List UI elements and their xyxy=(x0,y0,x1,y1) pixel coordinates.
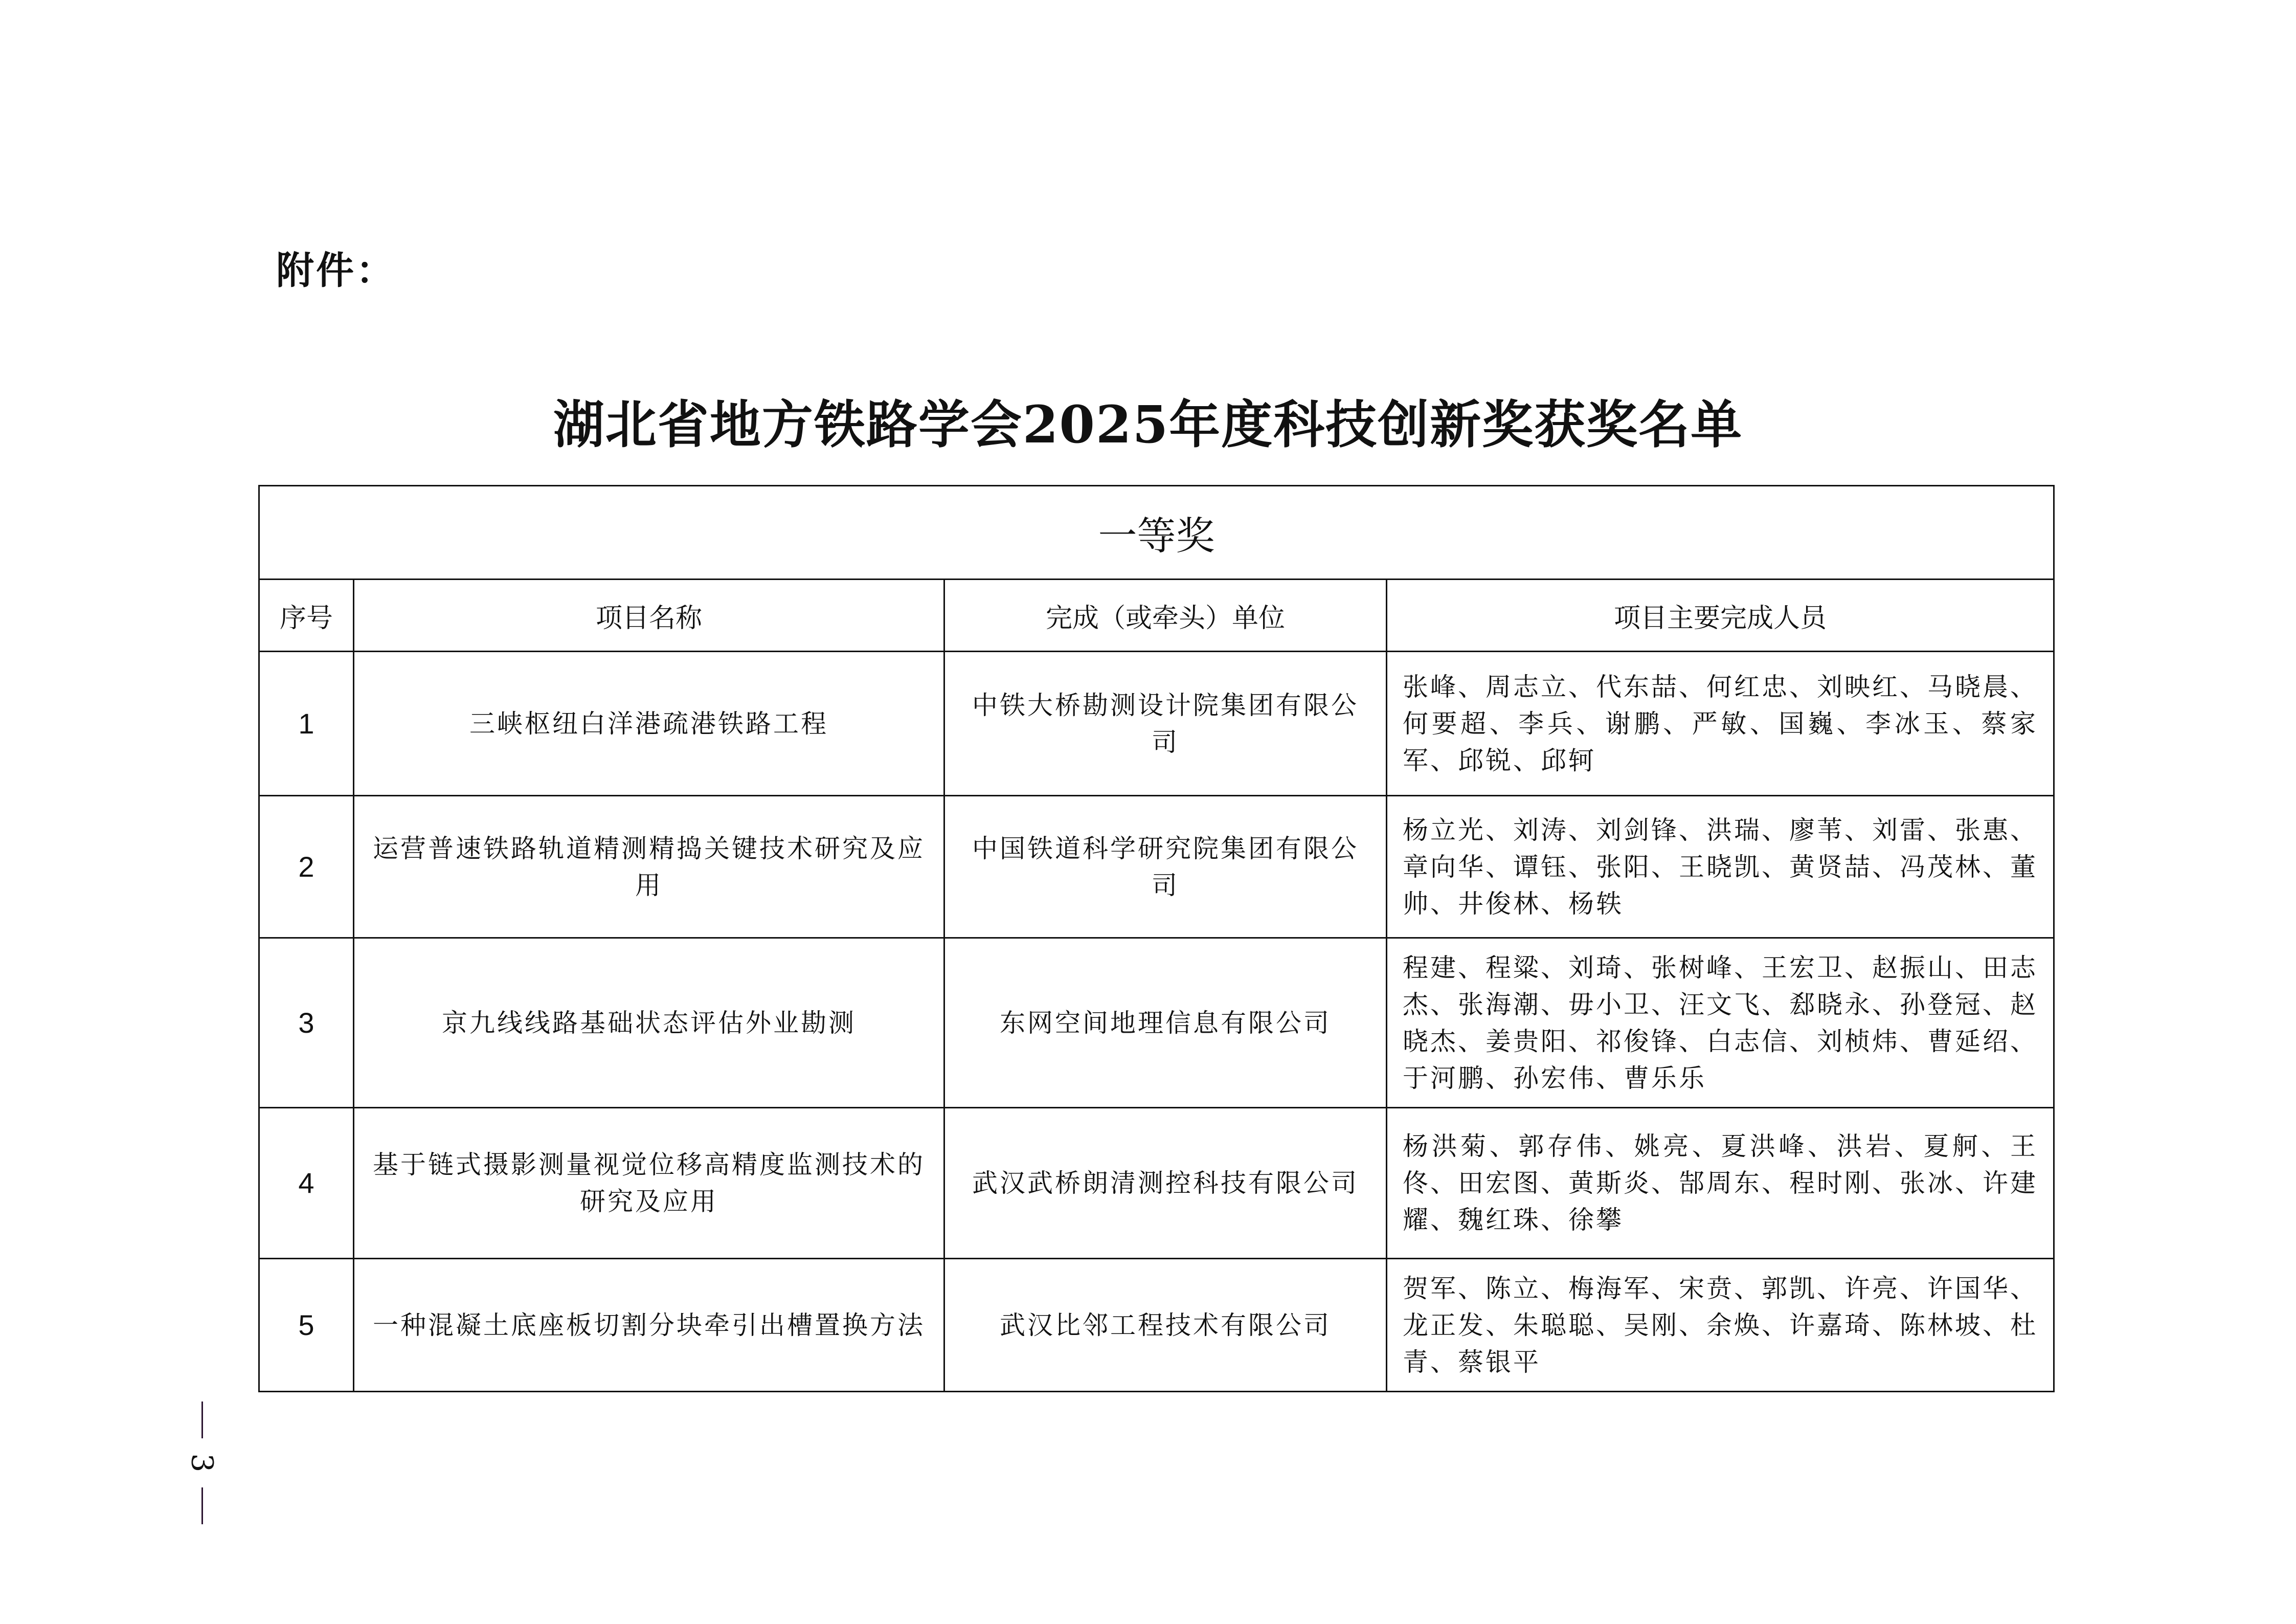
attachment-label: 附件： xyxy=(276,249,396,293)
row-project: 基于链式摄影测量视觉位移高精度监测技术的研究及应用 xyxy=(354,1108,944,1259)
row-seq: 1 xyxy=(259,652,354,796)
row-unit: 武汉比邻工程技术有限公司 xyxy=(944,1259,1387,1392)
award-table xyxy=(258,485,2055,1392)
row-project: 三峡枢纽白洋港疏港铁路工程 xyxy=(354,652,944,796)
row-project: 京九线线路基础状态评估外业勘测 xyxy=(354,938,944,1108)
table-row xyxy=(259,1108,2054,1259)
award-grade: 一等奖 xyxy=(259,486,2054,580)
row-seq: 2 xyxy=(259,796,354,938)
page-number-value: 3 xyxy=(185,1453,219,1473)
row-members: 张峰、周志立、代东喆、何红忠、刘映红、马晓晨、何要超、李兵、谢鹏、严敏、国巍、李冰玉、蔡家军、邱锐、邱轲 xyxy=(1387,652,2054,796)
row-seq: 4 xyxy=(259,1108,354,1259)
row-members: 杨立光、刘涛、刘剑锋、洪瑞、廖苇、刘雷、张惠、章向华、谭钰、张阳、王晓凯、黄贤喆、冯茂林、董帅、井俊林、杨轶 xyxy=(1387,796,2054,938)
row-unit: 中国铁道科学研究院集团有限公司 xyxy=(944,796,1387,938)
table-row xyxy=(259,938,2054,1108)
table-row xyxy=(259,652,2054,796)
header-seq: 序号 xyxy=(259,580,354,652)
header-members: 项目主要完成人员 xyxy=(1387,580,2054,652)
header-project: 项目名称 xyxy=(354,580,944,652)
page-dash-top xyxy=(201,1401,203,1438)
row-members: 杨洪菊、郭存伟、姚亮、夏洪峰、洪岩、夏舸、王佟、田宏图、黄斯炎、郜周东、程时刚、张冰、许建耀、魏红珠、徐攀 xyxy=(1387,1108,2054,1259)
document-title: 湖北省地方铁路学会2025年度科技创新奖获奖名单 xyxy=(553,394,1743,455)
header-unit: 完成（或牵头）单位 xyxy=(944,580,1387,652)
row-unit: 武汉武桥朗清测控科技有限公司 xyxy=(944,1108,1387,1259)
table-header-row xyxy=(259,580,2054,652)
page-number xyxy=(182,1401,222,1524)
row-unit: 中铁大桥勘测设计院集团有限公司 xyxy=(944,652,1387,796)
row-seq: 3 xyxy=(259,938,354,1108)
row-unit: 东网空间地理信息有限公司 xyxy=(944,938,1387,1108)
row-members: 贺军、陈立、梅海军、宋贲、郭凯、许亮、许国华、龙正发、朱聪聪、吴刚、余焕、许嘉琦、陈林坡、杜青、蔡银平 xyxy=(1387,1259,2054,1392)
grade-row xyxy=(259,486,2054,580)
table-row xyxy=(259,1259,2054,1392)
row-project: 运营普速铁路轨道精测精捣关键技术研究及应用 xyxy=(354,796,944,938)
page-dash-bottom xyxy=(201,1487,203,1524)
table-row xyxy=(259,796,2054,938)
row-members: 程建、程粱、刘琦、张树峰、王宏卫、赵振山、田志杰、张海潮、毋小卫、汪文飞、郄晓永、孙登冠、赵晓杰、姜贵阳、祁俊锋、白志信、刘桢炜、曹延绍、于河鹏、孙宏伟、曹乐乐 xyxy=(1387,938,2054,1108)
row-seq: 5 xyxy=(259,1259,354,1392)
row-project: 一种混凝土底座板切割分块牵引出槽置换方法 xyxy=(354,1259,944,1392)
